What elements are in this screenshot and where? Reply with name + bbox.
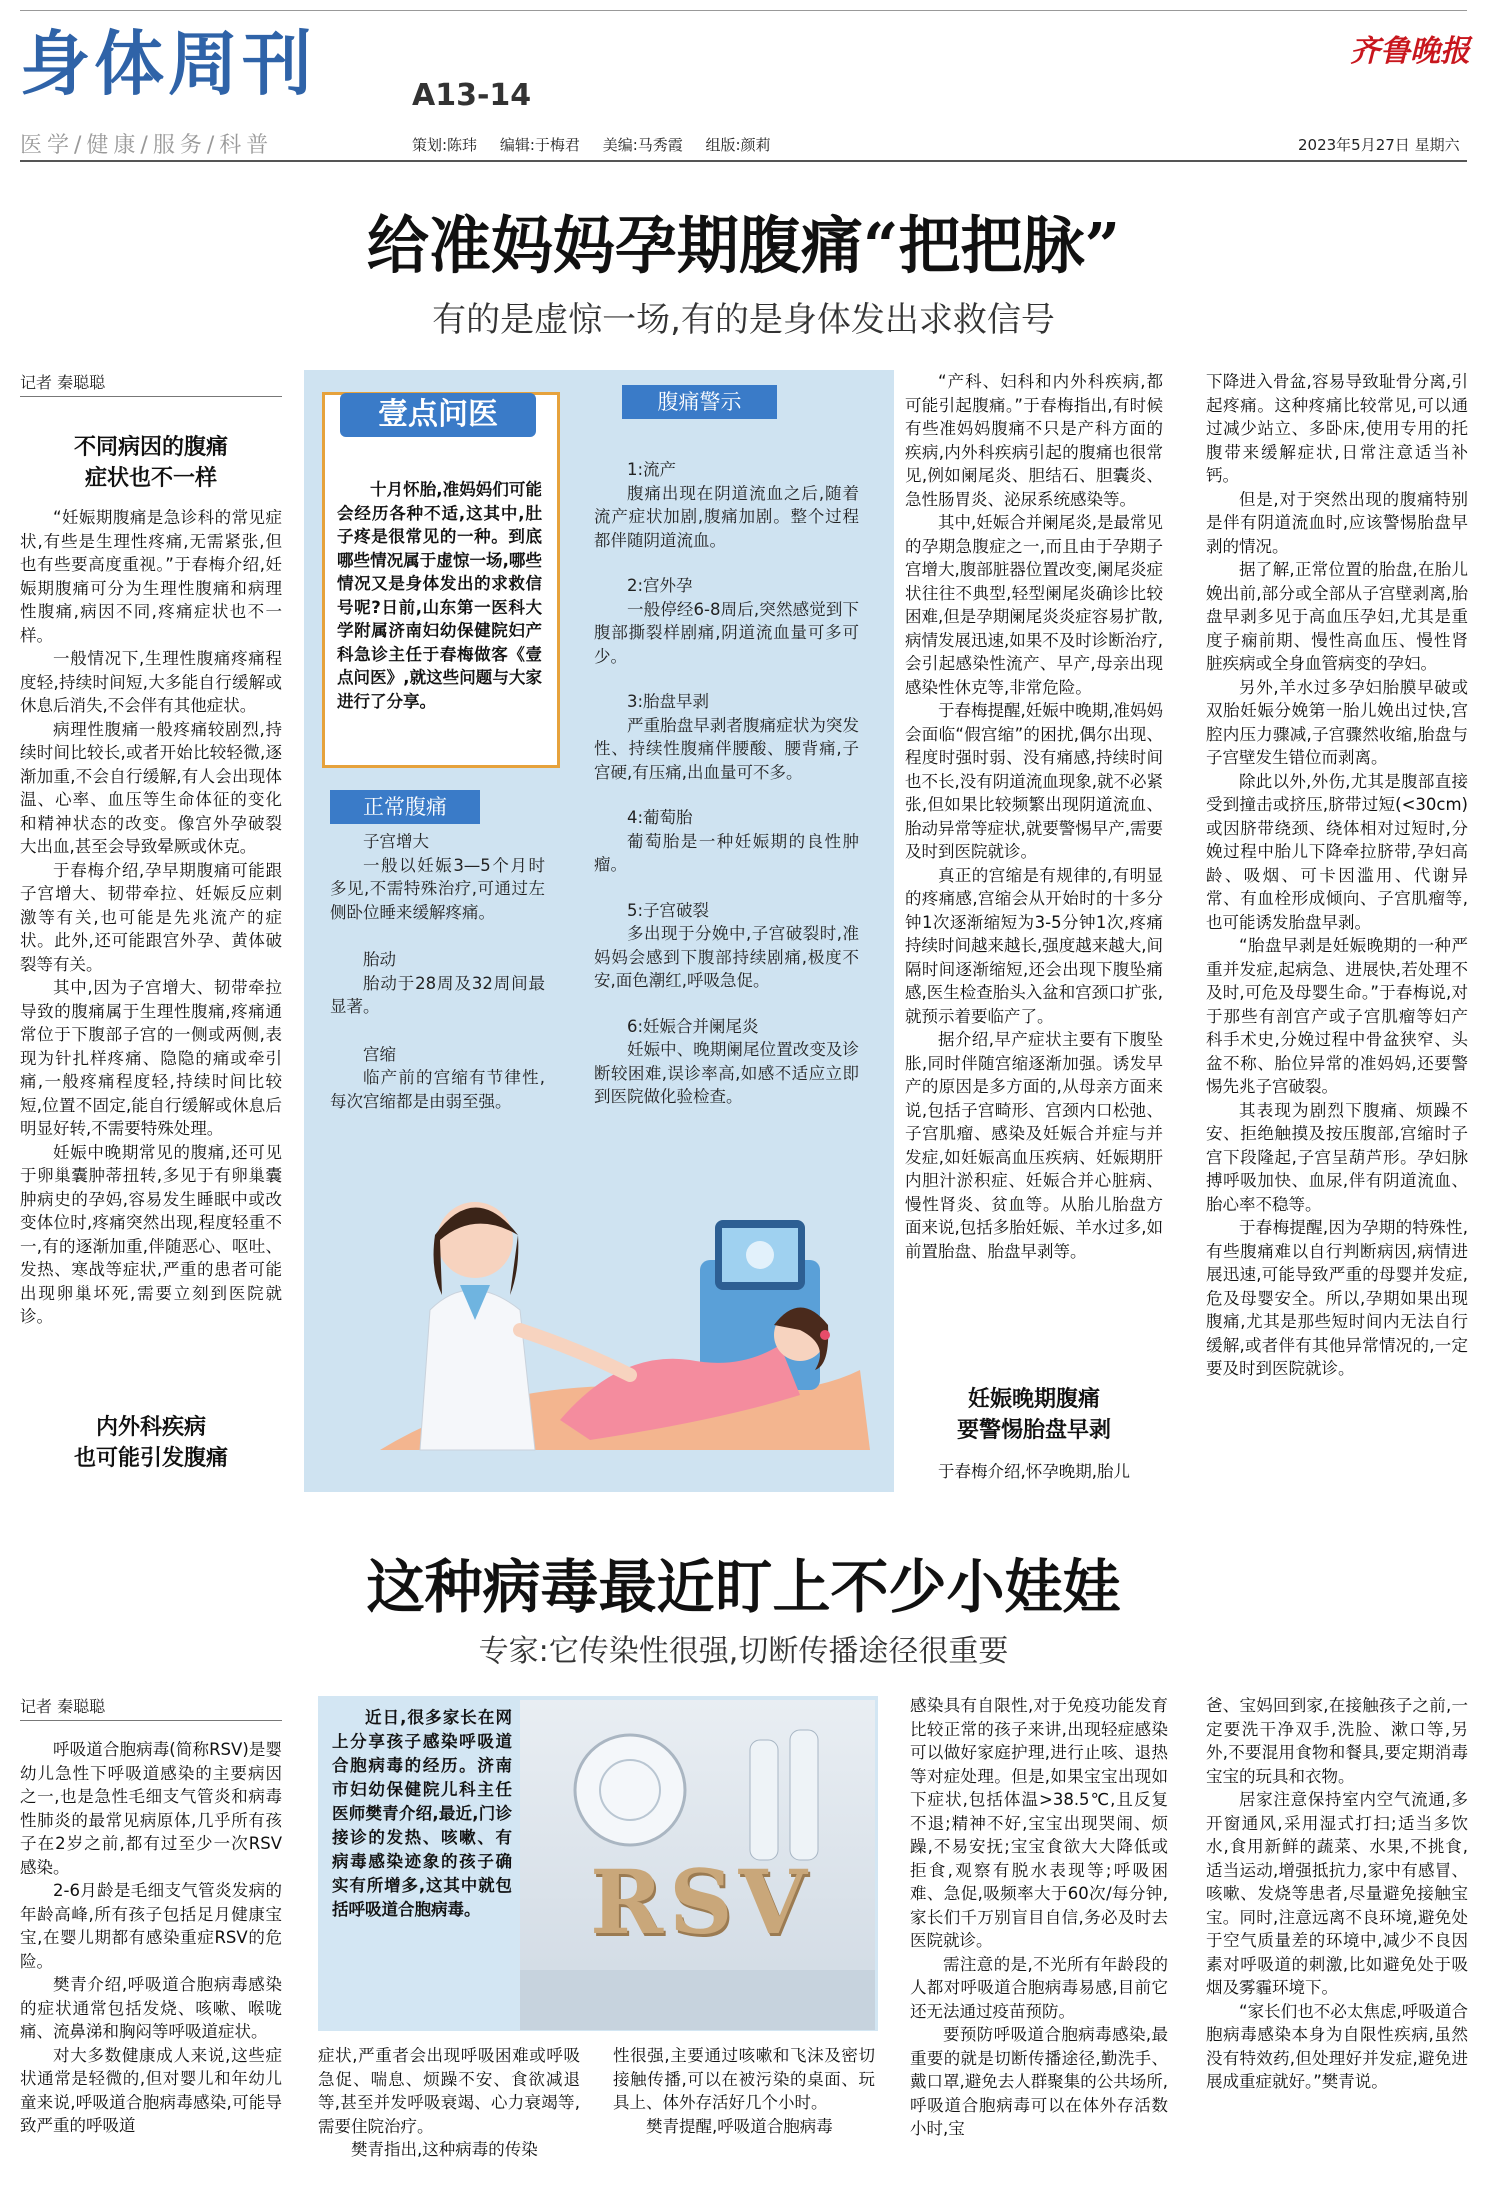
byline-rule bbox=[20, 1720, 282, 1721]
article1-subhead: 有的是虚惊一场,有的是身体发出求救信号 bbox=[432, 300, 1055, 340]
article1-column-5 bbox=[1206, 370, 1468, 1381]
article1-subtitle-1: 不同病因的腹痛 症状也不一样 bbox=[73, 435, 228, 491]
paragraph: 于春梅介绍,孕早期腹痛可能跟子宫增大、韧带牵拉、妊娠反应刺激等有关,也可能是先兆流产的症状。此外,还可能跟宫外孕、黄体破裂等有关。 bbox=[20, 860, 282, 974]
rsv-letters-photo bbox=[520, 1700, 875, 2030]
warning-item-body: 多出现于分娩中,子宫破裂时,准妈妈会感到下腹部持续剧痛,极度不安,面色潮红,呼吸急促。 bbox=[594, 924, 859, 990]
article1-subtitle-2: 内外科疾病 也可能引发腹痛 bbox=[73, 1415, 228, 1471]
ydk-intro-text: 十月怀胎,准妈妈们可能会经历各种不适,这其中,肚子疼是很常见的一种。到底哪些情况属于虚惊一场,哪些情况又是身体发出的求救信号呢?日前,山东第一医科大学附属济南妇幼保健院妇产科急诊主任于春梅做客《壹点问医》,就这些问题与大家进行了分享。 bbox=[337, 480, 542, 711]
section-title: 身体周刊 bbox=[20, 22, 316, 105]
paragraph: 另外,羊水过多孕妇胎膜早破或双胎妊娠分娩第一胎儿娩出过快,宫腔内压力骤减,子宫骤然收缩,胎盘与子宫壁发生错位而剥离。 bbox=[1206, 677, 1468, 767]
article2-headline: 这种病毒最近盯上不少小娃娃 bbox=[366, 1553, 1121, 1621]
paragraph: 要预防呼吸道合胞病毒感染,最重要的就是切断传播途径,勤洗手、戴口罩,避免去人群聚集的公共场所,呼吸道合胞病毒可以在体外存活数小时,宝 bbox=[910, 2025, 1168, 2138]
rsv-word: RSV bbox=[590, 1850, 813, 1954]
warning-item-body: 葡萄胎是一种妊娠期的良性肿瘤。 bbox=[594, 831, 859, 874]
article2-column-1 bbox=[20, 1738, 282, 2138]
page-number: A13-14 bbox=[412, 78, 532, 113]
article1-headline: 给准妈妈孕期腹痛“把把脉” bbox=[366, 209, 1121, 282]
masthead-rule bbox=[20, 160, 1467, 162]
credit-plan: 策划:陈玮 bbox=[412, 136, 478, 154]
credit-design: 美编:马秀霞 bbox=[602, 136, 683, 154]
warning-item-title: 1:流产 bbox=[627, 460, 677, 479]
paragraph: 下降进入骨盆,容易导致耻骨分离,引起疼痛。这种疼痛比较常见,可以通过减少站立、多卧床,使用专用的托腹带来缓解症状,日常注意适当补钙。 bbox=[1206, 372, 1468, 485]
paragraph: 真正的宫缩是有规律的,有明显的疼痛感,宫缩会从开始时的十多分钟1次逐渐缩短为3-5分钟1次,疼痛持续时间越来越长,强度越来越大,间隔时间逐渐缩短,还会出现下腹坠痛感,医生检查胎头入盆和宫颈口扩张,就预示着要临产了。 bbox=[905, 865, 1163, 1026]
paragraph: 其中,妊娠合并阑尾炎,是最常见的孕期急腹症之一,而且由于孕期子宫增大,腹部脏器位置改变,阑尾炎症状往往不典型,轻型阑尾炎确诊比较困难,但是孕期阑尾炎炎症容易扩散,病情发展迅速,如果不及时诊断治疗,会引起感染性流产、早产,母亲出现感染性休克等,非常危险。 bbox=[905, 513, 1163, 697]
paragraph: 樊青提醒,呼吸道合胞病毒 bbox=[646, 2116, 833, 2136]
rsv-intro bbox=[332, 1706, 512, 1922]
paragraph: 据了解,正常位置的胎盘,在胎儿娩出前,部分或全部从子宫壁剥离,胎盘早剥多见于高血压孕妇,尤其是重度子痫前期、慢性高血压、慢性肾脏疾病或全身血管病变的孕妇。 bbox=[1206, 560, 1468, 673]
paragraph: “家长们也不必太焦虑,呼吸道合胞病毒感染本身为自限性疾病,虽然没有特效药,但处理好并发症,避免进展成重症就好。”樊青说。 bbox=[1206, 2001, 1468, 2091]
article1-column-1 bbox=[20, 506, 282, 1329]
warning-item-body: 妊娠中、晚期阑尾位置改变及诊断较困难,误诊率高,如感不适应立即到医院做化验检查。 bbox=[594, 1040, 859, 1106]
normal-item-title: 宫缩 bbox=[363, 1044, 396, 1064]
paragraph: 其表现为剧烈下腹痛、烦躁不安、拒绝触摸及按压腹部,宫缩时子宫下段隆起,子宫呈葫芦形。孕妇脉搏呼吸加快、血尿,伴有阴道流血、胎心率不稳等。 bbox=[1206, 1100, 1468, 1214]
paragraph: 于春梅提醒,妊娠中晚期,准妈妈会面临“假宫缩”的困扰,偶尔出现、程度时强时弱、没有痛感,持续时间也不长,没有阴道流血现象,就不必紧张,但如果比较频繁出现阴道流血、胎动异常等症状,就要警惕早产,需要及时到医院就诊。 bbox=[905, 701, 1163, 861]
normal-pain-tag: 正常腹痛 bbox=[330, 790, 480, 824]
article2-column-4 bbox=[910, 1694, 1168, 2141]
warning-item-body: 严重胎盘早剥者腹痛症状为突发性、持续性腹痛伴腰酸、腰背痛,子宫硬,有压痛,出血量可不多。 bbox=[594, 715, 859, 782]
normal-item-title: 子宫增大 bbox=[363, 832, 429, 851]
warning-item-body: 腹痛出现在阴道流血之后,随着流产症状加剧,腹痛加剧。整个过程都伴随阴道流血。 bbox=[594, 483, 859, 550]
section-tagline: 医学/健康/服务/科普 bbox=[20, 133, 274, 158]
paragraph: 据介绍,早产症状主要有下腹坠胀,同时伴随宫缩逐渐加强。诱发早产的原因是多方面的,从母亲方面来说,包括子宫畸形、宫颈内口松弛、子宫肌瘤、感染及妊娠合并症与并发症,如妊娠高血压疾病、妊娠期肝内胆汁淤积症、妊娠合并心脏病、慢性肾炎、贫血等。从胎儿胎盘方面来说,包括多胎妊娠、羊水过多,如前置胎盘、胎盘早剥等。 bbox=[905, 1030, 1163, 1261]
normal-item-body: 一般以妊娠3—5个月时多见,不需特殊治疗,可通过左侧卧位睡来缓解疼痛。 bbox=[330, 855, 545, 922]
paragraph: 2-6月龄是毛细支气管炎发病的年龄高峰,所有孩子包括足月健康宝宝,在婴儿期都有感染重症RSV的危险。 bbox=[20, 1881, 282, 1971]
article2-subhead: 专家:它传染性很强,切断传播途径很重要 bbox=[478, 1634, 1009, 1669]
credit-editor: 编辑:于梅君 bbox=[499, 136, 580, 154]
issue-date: 2023年5月27日 星期六 bbox=[1298, 136, 1460, 154]
paragraph: 于春梅提醒,因为孕期的特殊性,有些腹痛难以自行判断病因,病情进展迅速,可能导致严重的母婴并发症,危及母婴安全。所以,孕期如果出现腹痛,尤其是那些短时间内无法自行缓解,或者伴有其他异常情况的,一定要及时到医院就诊。 bbox=[1206, 1218, 1468, 1378]
paragraph: 病理性腹痛一般疼痛较剧烈,持续时间比较长,或者开始比较轻微,逐渐加重,不会自行缓解,有人会出现体温、心率、血压等生命体征的变化和精神状态的改变。像宫外孕破裂大出血,甚至会导致晕厥或休克。 bbox=[20, 719, 282, 856]
paragraph: 需注意的是,不光所有年龄段的人都对呼吸道合胞病毒易感,目前它还无法通过疫苗预防。 bbox=[910, 1954, 1168, 2021]
paragraph: 症状,严重者会出现呼吸困难或呼吸急促、喘息、烦躁不安、食欲减退等,甚至并发呼吸衰竭、心力衰竭等,需要住院治疗。 bbox=[318, 2046, 580, 2136]
paragraph: 感染具有自限性,对于免疫功能发育比较正常的孩子来讲,出现轻症感染可以做好家庭护理,进行止咳、退热等对症处理。但是,如果宝宝出现如下症状,包括体温>38.5℃,且反复不退;精神不好,宝宝出现哭闹、烦躁,不易安抚;宝宝食欲大大降低或拒食,观察有脱水表现等;呼吸困难、急促,吸频率大于60次/每分钟,家长们千万别盲目自信,务必及时去医院就诊。 bbox=[910, 1696, 1168, 1950]
paragraph: 除此以外,外伤,尤其是腹部直接受到撞击或挤压,脐带过短(<30cm)或因脐带绕颈、绕体相对过短时,分娩过程中胎儿下降牵拉脐带,孕妇高龄、吸烟、可卡因滥用、代谢异常、有血栓形成倾向、子宫肌瘤等,也可能诱发胎盘早剥。 bbox=[1206, 771, 1468, 932]
rsv-intro-text: 近日,很多家长在网上分享孩子感染呼吸道合胞病毒的经历。济南市妇幼保健院儿科主任医师樊青介绍,最近,门诊接诊的发热、咳嗽、有病毒感染迹象的孩子确实有所增多,这其中就包括呼吸道合胞病毒。 bbox=[332, 1708, 512, 1919]
credit-layout: 组版:颜莉 bbox=[705, 136, 771, 154]
newspaper-logo: 齐鲁晚报 bbox=[1350, 34, 1470, 69]
article2-column-2 bbox=[318, 2044, 580, 2162]
normal-item-title: 胎动 bbox=[363, 950, 396, 969]
normal-item-body: 胎动于28周及32周间最显著。 bbox=[330, 973, 545, 1016]
article1-byline: 记者 秦聪聪 bbox=[20, 373, 106, 392]
paragraph: 妊娠中晚期常见的腹痛,还可见于卵巢囊肿蒂扭转,多见于有卵巢囊肿病史的孕妈,容易发生睡眠中或改变体位时,疼痛突然出现,程度轻重不一,有的逐渐加重,伴随恶心、呕吐、发热、寒战等症状,严重的患者可能出现卵巢坏死,需要立刻到医院就诊。 bbox=[20, 1142, 282, 1326]
paragraph: 一般情况下,生理性腹痛疼痛程度轻,持续时间短,大多能自行缓解或休息后消失,不会伴有其他症状。 bbox=[20, 649, 282, 715]
paragraph: 爸、宝妈回到家,在接触孩子之前,一定要洗干净双手,洗脸、漱口等,另外,不要混用食物和餐具,要定期消毒宝宝的玩具和衣物。 bbox=[1206, 1696, 1468, 1786]
article2-column-3 bbox=[613, 2044, 875, 2138]
article2-column-5 bbox=[1206, 1694, 1468, 2094]
paragraph: 呼吸道合胞病毒(简称RSV)是婴幼儿急性下呼吸道感染的主要病因之一,也是急性毛细支气管炎和病毒性肺炎的最常见病原体,几乎所有孩子在2岁之前,都有过至少一次RSV感染。 bbox=[20, 1740, 282, 1877]
doctor-ultrasound-illustration bbox=[360, 1120, 880, 1480]
credits bbox=[412, 134, 789, 155]
top-rule bbox=[20, 10, 1467, 11]
warning-item-title: 5:子宫破裂 bbox=[627, 900, 710, 920]
paragraph: “产科、妇科和内外科疾病,都可能引起腹痛。”于春梅指出,有时候有些准妈妈腹痛不只是产科方面的疾病,内外科疾病引起的腹痛也很常见,例如阑尾炎、胆结石、胆囊炎、急性肠胃炎、泌尿系统感染等。 bbox=[905, 372, 1163, 509]
paragraph: 于春梅介绍,怀孕晚期,胎儿 bbox=[938, 1462, 1130, 1481]
byline-rule bbox=[20, 396, 282, 397]
paragraph: “胎盘早剥是妊娠晚期的一种严重并发症,起病急、进展快,若处理不及时,可危及母婴生命。”于春梅说,对于那些有剖宫产或子宫肌瘤等妇产科手术史,分娩过程中骨盆狭窄、头盆不称、胎位异常的准妈妈,还要警惕先兆子宫破裂。 bbox=[1206, 936, 1468, 1096]
warning-item-title: 4:葡萄胎 bbox=[627, 808, 693, 827]
paragraph: 性很强,主要通过咳嗽和飞沫及密切接触传播,可以在被污染的桌面、玩具上、体外存活好几个小时。 bbox=[613, 2046, 875, 2112]
warning-item-title: 6:妊娠合并阑尾炎 bbox=[627, 1016, 759, 1036]
warning-list bbox=[594, 458, 859, 1109]
warning-item-title: 2:宫外孕 bbox=[627, 576, 693, 595]
paragraph: 其中,因为子宫增大、韧带牵拉导致的腹痛属于生理性腹痛,疼痛通常位于下腹部子宫的一侧或两侧,表现为针扎样疼痛、隐隐的痛或牵引痛,一般疼痛程度轻,持续时间比较短,位置不固定,能自行缓解或休息后明显好转,不需要特殊处理。 bbox=[20, 978, 282, 1138]
ydk-intro bbox=[337, 478, 542, 713]
article1-subtitle-3: 妊娠晚期腹痛 要警惕胎盘早剥 bbox=[956, 1387, 1111, 1443]
warning-item-body: 一般停经6-8周后,突然感觉到下腹部撕裂样剧痛,阴道流血量可多可少。 bbox=[594, 599, 859, 666]
paragraph: “妊娠期腹痛是急诊科的常见症状,有些是生理性疼痛,无需紧张,但也有些要高度重视。”于春梅介绍,妊娠期腹痛可分为生理性腹痛和病理性腹痛,病因不同,疼痛症状也不一样。 bbox=[20, 508, 282, 645]
normal-pain-list bbox=[330, 830, 545, 1113]
article2-byline: 记者 秦聪聪 bbox=[20, 1697, 106, 1716]
normal-item-body: 临产前的宫缩有节律性,每次宫缩都是由弱至强。 bbox=[330, 1068, 545, 1111]
paragraph: 樊青指出,这种病毒的传染 bbox=[351, 2140, 538, 2159]
ydk-label: 壹点问医 bbox=[340, 393, 536, 437]
paragraph: 樊青介绍,呼吸道合胞病毒感染的症状通常包括发烧、咳嗽、喉咙痛、流鼻涕和胸闷等呼吸道症状。 bbox=[20, 1975, 282, 2041]
article1-column-4 bbox=[905, 370, 1163, 1263]
article1-column-4-tail bbox=[905, 1460, 1163, 1484]
paragraph: 居家注意保持室内空气流通,多开窗通风,采用湿式打扫;适当多饮水,食用新鲜的蔬菜、水果,不挑食,适当运动,增强抵抗力,家中有感冒、咳嗽、发烧等患者,尽量避免接触宝宝。同时,注意远离不良环境,避免处于空气质量差的环境中,减少不良因素对呼吸道的刺激,比如避免处于吸烟及雾霾环境下。 bbox=[1206, 1790, 1468, 1997]
warning-tag: 腹痛警示 bbox=[622, 385, 777, 419]
paragraph: 对大多数健康成人来说,这些症状通常是轻微的,但对婴儿和年幼儿童来说,呼吸道合胞病毒感染,可能导致严重的呼吸道 bbox=[20, 2045, 282, 2135]
paragraph: 但是,对于突然出现的腹痛特别是伴有阴道流血时,应该警惕胎盘早剥的情况。 bbox=[1206, 489, 1468, 556]
warning-item-title: 3:胎盘早剥 bbox=[627, 692, 710, 711]
